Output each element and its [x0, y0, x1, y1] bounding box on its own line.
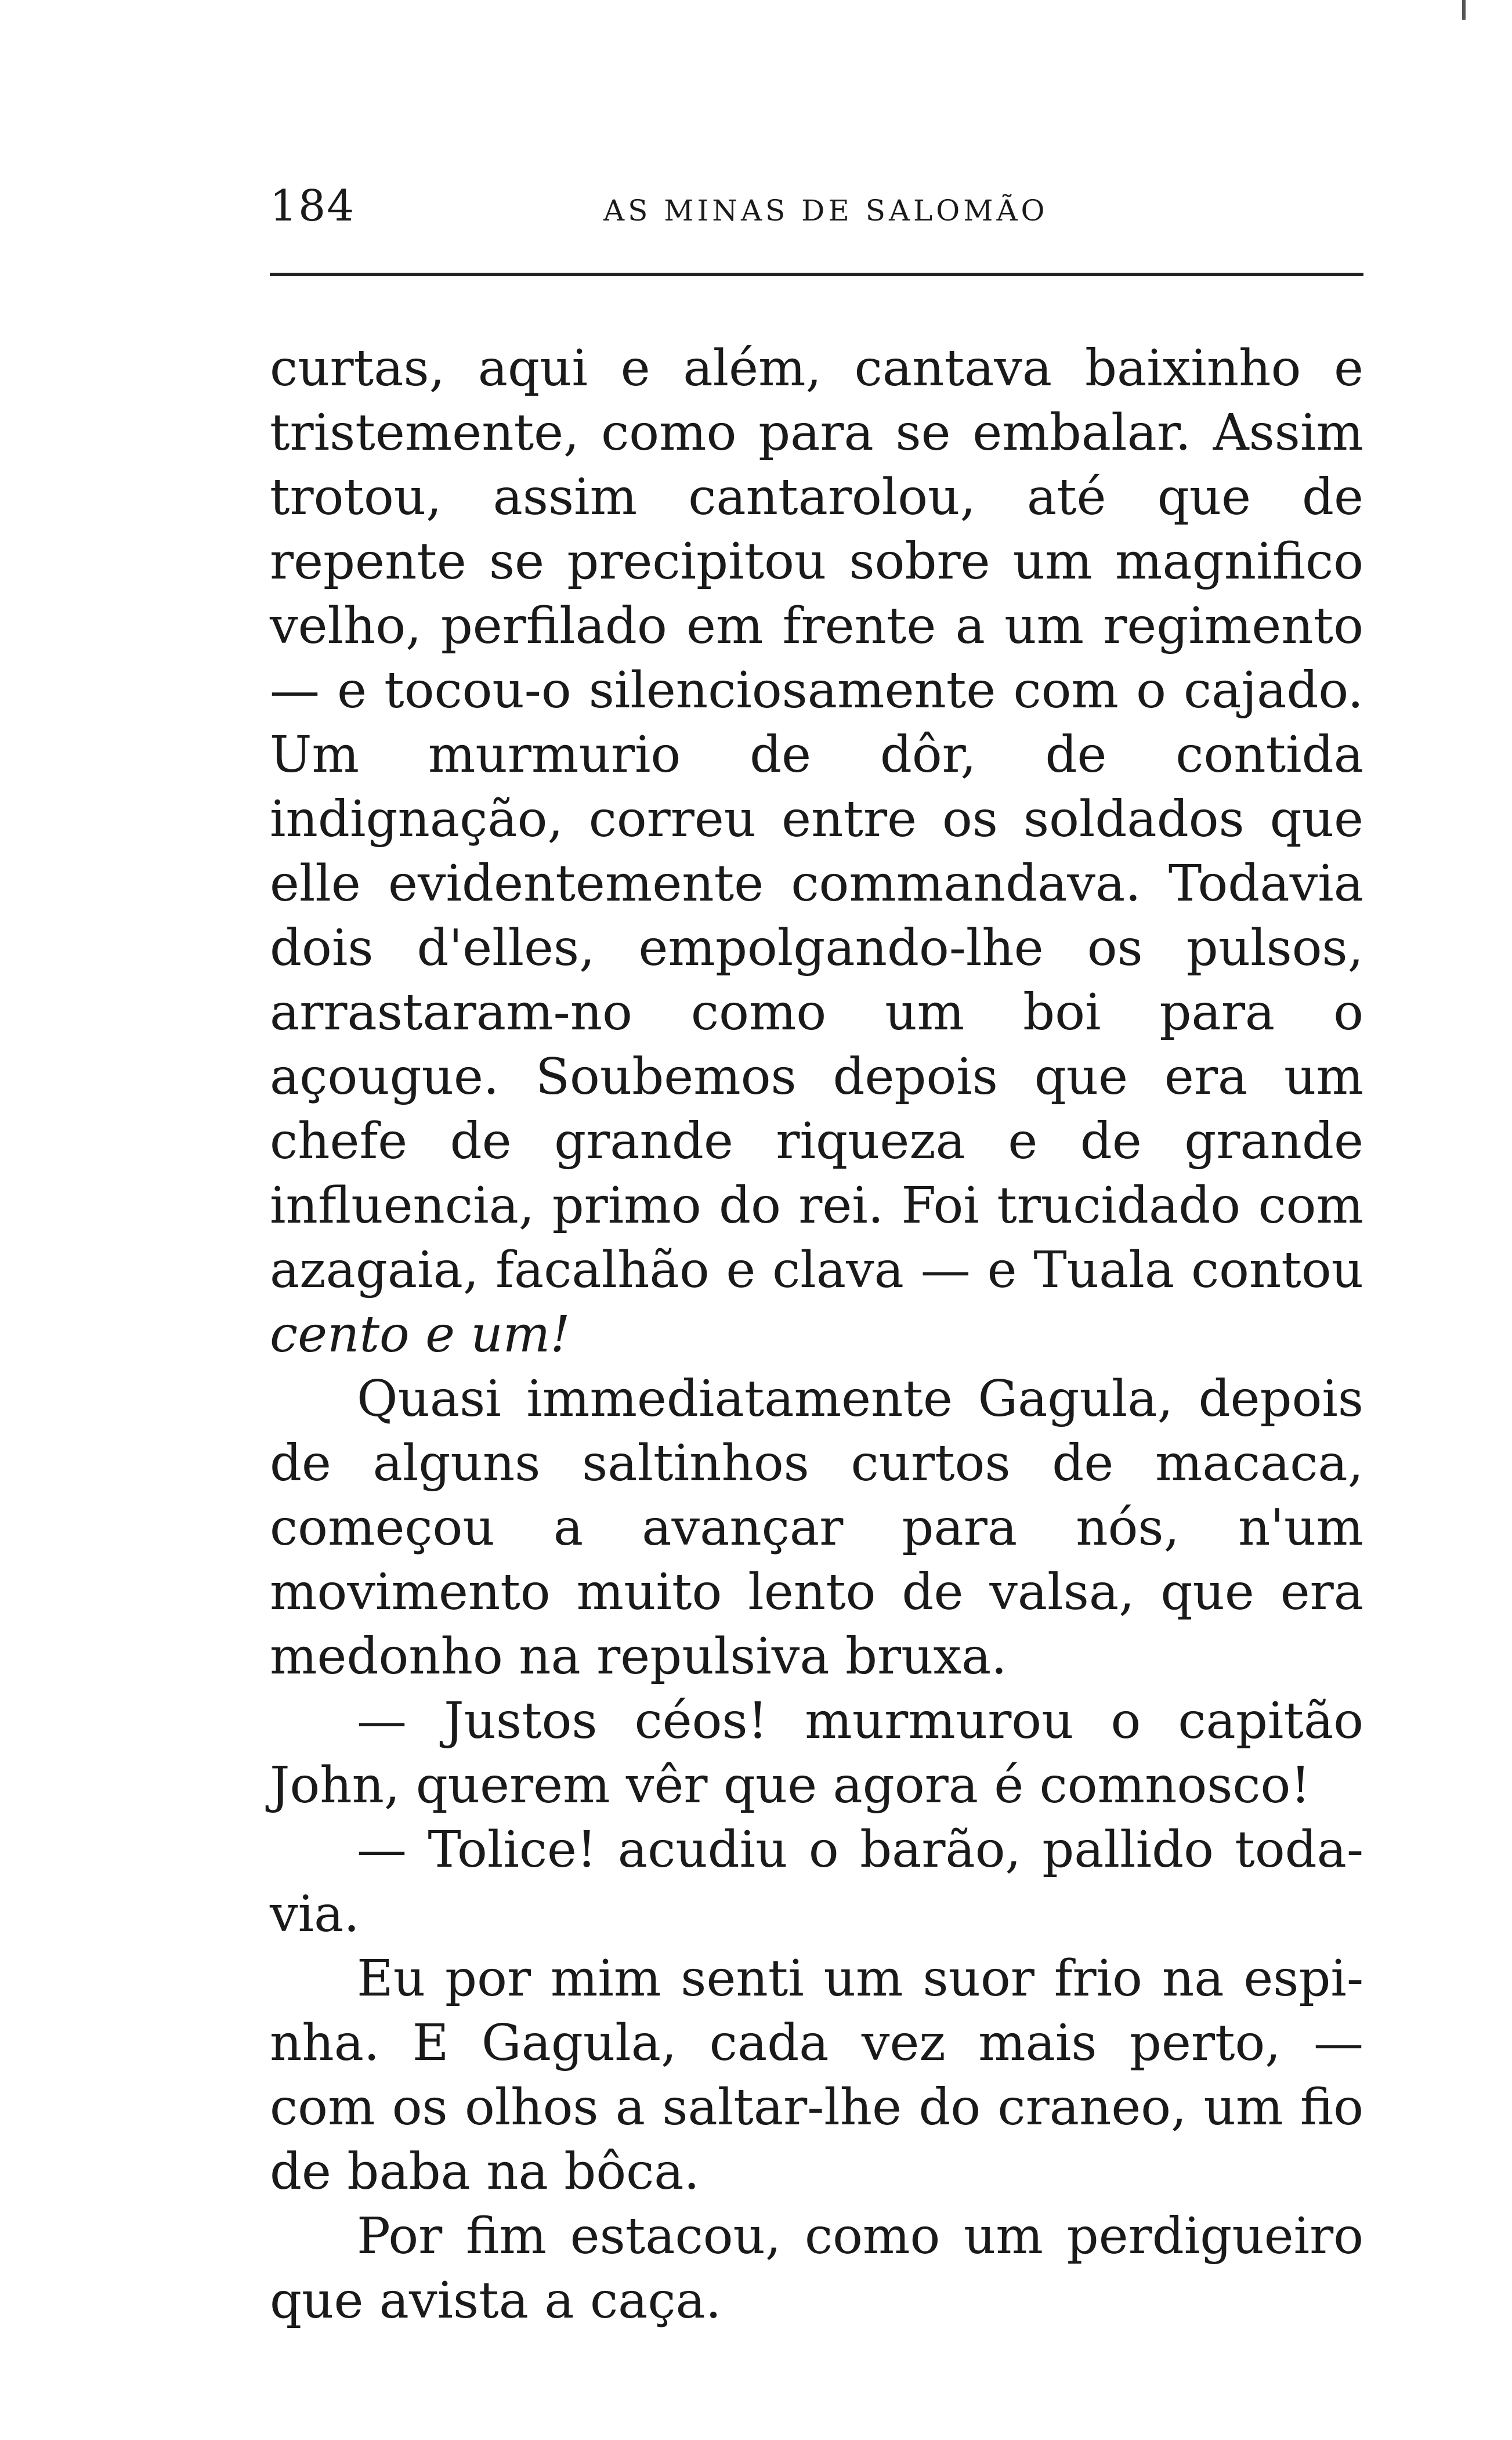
paragraph-1-text: curtas, aqui e além, cantava baixinho e tristemente, como para se embalar. Assim trotou, assim cantarolou, até que de repente se precipitou sobre um magnifico velho, perfilado em frente a um regimento — e tocou-o silenciosamente com o cajado. Um murmurio de dôr, de contida indignação, correu entre os soldados que elle evidentemente commandava. Todavia dois d'elles, empolgando-lhe os pulsos, arrastaram-no como um boi para o açougue. Soubemos depois que era um chefe de grande riqueza e de grande influencia, primo do rei. Foi trucidado com azagaia, facalhão e clava — e Tuala contou [270, 339, 1363, 1299]
paragraph-1-emphasis: cento e um! [270, 1306, 570, 1364]
paragraph-3: — Justos céos! murmurou o capitão John, querem vêr que agora é comnosco! [270, 1692, 1363, 1814]
paragraph-2: Quasi immediatamente Gagula, depois de alguns saltinhos curtos de macaca, começou a avançar para nós, n'um movimento muito lento de valsa, que era medonho na repulsiva bruxa. [270, 1370, 1363, 1686]
running-title: AS MINAS DE SALOMÃO [603, 194, 1048, 227]
paragraph-1 [270, 337, 1363, 1367]
paragraph-4: — Tolice! acudiu o barão, pallido todavia. [270, 1821, 1363, 1943]
header-rule [270, 273, 1363, 276]
page-number: 184 [270, 181, 356, 231]
running-head [270, 174, 1363, 238]
body-text [270, 337, 1363, 2333]
print-mark [1462, 0, 1466, 20]
paragraph-6: Por fim estacou, como um perdigueiro que avista a caça. [270, 2207, 1363, 2330]
paragraph-5: Eu por mim senti um suor frio na espinha. E Gagula, cada vez mais perto, — com os olhos a saltar-lhe do craneo, um fio de baba na bôca. [270, 1950, 1363, 2201]
